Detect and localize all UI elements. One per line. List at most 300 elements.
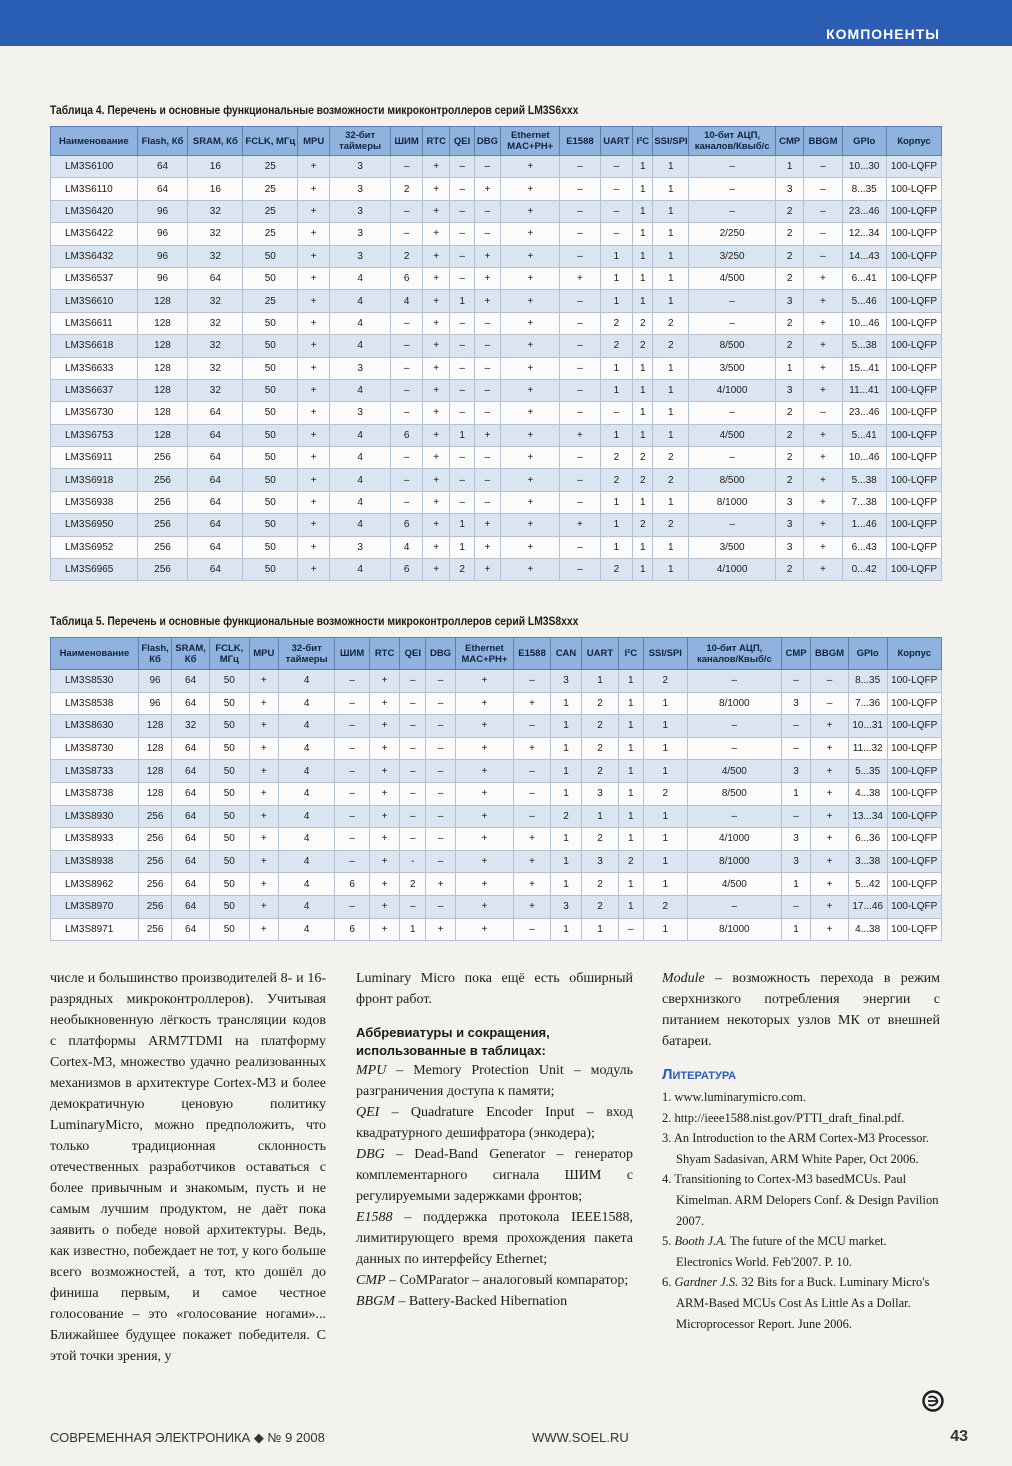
table-cell: 64 xyxy=(188,559,243,581)
table-cell: – xyxy=(514,782,551,805)
table-cell: 50 xyxy=(243,469,298,491)
table-cell: 1 xyxy=(633,357,653,379)
table-cell: + xyxy=(474,267,500,289)
table-cell: 1 xyxy=(600,290,633,312)
table-cell: 3 xyxy=(329,357,390,379)
table-cell: – xyxy=(689,290,776,312)
table-cell: 96 xyxy=(137,200,188,222)
table-cell: 64 xyxy=(188,267,243,289)
table-cell: 2 xyxy=(582,760,619,783)
table-cell: – xyxy=(400,692,426,715)
table-cell: + xyxy=(422,402,449,424)
table-cell: – xyxy=(450,469,474,491)
table-cell: – xyxy=(811,692,849,715)
column-header: DBG xyxy=(474,127,500,156)
table-cell: 1 xyxy=(633,200,653,222)
table-cell: – xyxy=(335,850,370,873)
table-cell: + xyxy=(501,514,560,536)
table-cell: 2 xyxy=(775,312,804,334)
table-cell: 1 xyxy=(653,290,689,312)
table-cell: 4 xyxy=(278,782,334,805)
abbr-term: CMP xyxy=(356,1273,386,1288)
table-row xyxy=(51,491,942,513)
abbreviation-item xyxy=(356,1102,633,1144)
table-cell: – xyxy=(426,692,455,715)
table-cell: 50 xyxy=(209,873,249,896)
table-cell: 64 xyxy=(172,782,210,805)
table-cell: 1 xyxy=(653,379,689,401)
table-cell: 0...42 xyxy=(842,559,886,581)
column-header: SRAM, Кб xyxy=(188,127,243,156)
abbr-definition: – Battery-Backed Hibernation xyxy=(394,1294,568,1309)
table-cell: 1 xyxy=(618,873,643,896)
table-cell: + xyxy=(455,918,514,941)
reference-item xyxy=(662,1169,940,1231)
table-cell: LM3S6611 xyxy=(51,312,138,334)
column-header: MPU xyxy=(298,127,330,156)
table-cell: 3 xyxy=(550,670,581,693)
table-cell: 64 xyxy=(172,828,210,851)
table-cell: 7...38 xyxy=(842,491,886,513)
table-row xyxy=(51,290,942,312)
table-cell: + xyxy=(804,536,842,558)
table-cell: 100-LQFP xyxy=(886,469,941,491)
table-cell: 1 xyxy=(618,782,643,805)
table-cell: – xyxy=(391,223,423,245)
table-cell: + xyxy=(422,200,449,222)
table-cell: 2 xyxy=(653,447,689,469)
table-cell: 3/250 xyxy=(689,245,776,267)
table-cell: LM3S8962 xyxy=(51,873,139,896)
table-cell: 1 xyxy=(633,178,653,200)
table-cell: 2 xyxy=(633,514,653,536)
column-header: E1588 xyxy=(560,127,600,156)
table-cell: 2 xyxy=(775,424,804,446)
table-cell: 1 xyxy=(618,715,643,738)
table-cell: + xyxy=(369,737,399,760)
table-cell: 1 xyxy=(550,782,581,805)
table-cell: – xyxy=(689,312,776,334)
table-cell: – xyxy=(804,178,842,200)
table-cell: 8/1000 xyxy=(687,692,781,715)
table-cell: 64 xyxy=(172,918,210,941)
table-cell: 50 xyxy=(243,424,298,446)
table-cell: 4 xyxy=(278,895,334,918)
abbr-term: Module xyxy=(662,971,705,986)
table-cell: 8/1000 xyxy=(687,850,781,873)
table-cell: LM3S8733 xyxy=(51,760,139,783)
table-row xyxy=(51,850,942,873)
table-cell: – xyxy=(474,312,500,334)
table-cell: 16 xyxy=(188,178,243,200)
table-cell: + xyxy=(298,379,330,401)
table-cell: – xyxy=(689,514,776,536)
table-cell: LM3S8730 xyxy=(51,737,139,760)
table-cell: 6 xyxy=(391,559,423,581)
table-cell: + xyxy=(474,245,500,267)
table-row xyxy=(51,245,942,267)
table-cell: 3 xyxy=(329,402,390,424)
table-cell: – xyxy=(335,692,370,715)
table-cell: 2 xyxy=(600,335,633,357)
table-row xyxy=(51,760,942,783)
table-cell: 3 xyxy=(775,178,804,200)
table-cell: + xyxy=(804,312,842,334)
table-cell: 100-LQFP xyxy=(886,245,941,267)
table-cell: + xyxy=(369,760,399,783)
table-cell: 100-LQFP xyxy=(887,918,942,941)
table-cell: – xyxy=(450,245,474,267)
table-cell: 100-LQFP xyxy=(886,335,941,357)
table-cell: – xyxy=(450,267,474,289)
table-cell: 2 xyxy=(582,737,619,760)
reference-number: 2. xyxy=(662,1110,672,1125)
table-cell: 1 xyxy=(653,223,689,245)
table-row xyxy=(51,424,942,446)
table-cell: 1 xyxy=(653,491,689,513)
table-cell: 25 xyxy=(243,290,298,312)
table-cell: – xyxy=(450,491,474,513)
abbreviation-item xyxy=(356,1291,633,1312)
table-cell: 100-LQFP xyxy=(886,156,941,178)
table-cell: 1 xyxy=(653,200,689,222)
reference-text: Transitioning to Cortex-M3 basedMCUs. Paul Kimelman. ARM Delopers Conf. & Design Pavilion 2007. xyxy=(674,1172,939,1228)
table-cell: 256 xyxy=(137,469,188,491)
table-cell: 100-LQFP xyxy=(886,402,941,424)
table-cell: LM3S8530 xyxy=(51,670,139,693)
table-cell: – xyxy=(400,670,426,693)
table-cell: – xyxy=(391,357,423,379)
column-header: 32-бит таймеры xyxy=(278,638,334,670)
abbreviations-heading: Аббревиатуры и сокращения, использованные в таблицах: xyxy=(356,1025,550,1058)
table-cell: + xyxy=(422,379,449,401)
table-cell: – xyxy=(689,156,776,178)
table-cell: 1 xyxy=(653,156,689,178)
table-cell: 128 xyxy=(137,402,188,424)
table-cell: 50 xyxy=(209,850,249,873)
table-cell: 1 xyxy=(450,536,474,558)
column-header: RTC xyxy=(369,638,399,670)
table-cell: + xyxy=(249,782,278,805)
table-cell: 4 xyxy=(329,491,390,513)
table-cell: – xyxy=(560,200,600,222)
table-cell: 100-LQFP xyxy=(887,737,942,760)
table-cell: 1...46 xyxy=(842,514,886,536)
table-cell: + xyxy=(298,335,330,357)
table-cell: LM3S6918 xyxy=(51,469,138,491)
table-cell: 3 xyxy=(329,178,390,200)
table-cell: + xyxy=(422,559,449,581)
table-cell: – xyxy=(618,918,643,941)
table-cell: + xyxy=(811,850,849,873)
table5 xyxy=(50,637,942,941)
table-cell: 100-LQFP xyxy=(886,312,941,334)
table-cell: 50 xyxy=(209,715,249,738)
table-cell: LM3S8930 xyxy=(51,805,139,828)
table-cell: 1 xyxy=(633,223,653,245)
table-cell: 23...46 xyxy=(842,200,886,222)
section-title: КОМПОНЕНТЫ xyxy=(826,26,940,42)
table-cell: + xyxy=(422,290,449,312)
table-cell: + xyxy=(455,760,514,783)
table-cell: LM3S8630 xyxy=(51,715,139,738)
table-cell: 1 xyxy=(781,873,810,896)
table-cell: – xyxy=(400,805,426,828)
table-cell: 4/1000 xyxy=(687,828,781,851)
column-header: FCLK, МГц xyxy=(243,127,298,156)
table-row xyxy=(51,178,942,200)
table-cell: 4/1000 xyxy=(689,559,776,581)
reference-number: 4. xyxy=(662,1172,672,1187)
table-cell: 64 xyxy=(188,536,243,558)
table-cell: 4 xyxy=(329,267,390,289)
table-cell: + xyxy=(811,715,849,738)
table-cell: – xyxy=(514,805,551,828)
table-cell: 8/1000 xyxy=(689,491,776,513)
table-cell: 8...35 xyxy=(842,178,886,200)
table-cell: 2 xyxy=(775,200,804,222)
table-cell: + xyxy=(811,737,849,760)
table-cell: 4 xyxy=(278,805,334,828)
table-cell: 1 xyxy=(633,267,653,289)
table-cell: 1 xyxy=(618,895,643,918)
table-cell: – xyxy=(450,312,474,334)
table-cell: 100-LQFP xyxy=(887,715,942,738)
table-cell: + xyxy=(422,245,449,267)
table-cell: + xyxy=(474,178,500,200)
table-cell: 3/500 xyxy=(689,357,776,379)
table-cell: – xyxy=(687,805,781,828)
table-cell: 4 xyxy=(278,737,334,760)
table-cell: 100-LQFP xyxy=(886,447,941,469)
table-cell: 128 xyxy=(137,357,188,379)
column-header: UART xyxy=(582,638,619,670)
table-cell: 4 xyxy=(329,424,390,446)
table-cell: 5...41 xyxy=(842,424,886,446)
table-cell: + xyxy=(560,424,600,446)
table-cell: 2 xyxy=(653,514,689,536)
table-cell: 50 xyxy=(243,402,298,424)
table-cell: 50 xyxy=(243,357,298,379)
table-cell: – xyxy=(450,447,474,469)
table-cell: 3/500 xyxy=(689,536,776,558)
table-cell: 8/1000 xyxy=(687,918,781,941)
table-cell: 1 xyxy=(781,918,810,941)
table-cell: – xyxy=(335,895,370,918)
table-cell: 1 xyxy=(550,737,581,760)
table-cell: + xyxy=(422,514,449,536)
table-cell: + xyxy=(422,491,449,513)
table-cell: 2 xyxy=(653,312,689,334)
abbr-definition: – Dead-Band Generator – генератор комплементарного сигнала ШИМ с регулируемыми задержками фронтов; xyxy=(356,1147,633,1204)
module-definition xyxy=(662,968,940,1052)
table-cell: + xyxy=(455,692,514,715)
column-header: QEI xyxy=(450,127,474,156)
table-cell: – xyxy=(560,312,600,334)
table-cell: 1 xyxy=(618,670,643,693)
table-cell: 4 xyxy=(329,290,390,312)
table-cell: + xyxy=(474,559,500,581)
table-cell: 7...36 xyxy=(848,692,887,715)
table-cell: + xyxy=(298,491,330,513)
table-row xyxy=(51,737,942,760)
table-cell: 6 xyxy=(335,918,370,941)
table-cell: 25 xyxy=(243,178,298,200)
table-cell: 4/1000 xyxy=(689,379,776,401)
table-cell: LM3S6753 xyxy=(51,424,138,446)
abbreviations-list xyxy=(356,1060,633,1312)
table-cell: 2 xyxy=(600,559,633,581)
table-cell: 1 xyxy=(582,670,619,693)
table-cell: LM3S6637 xyxy=(51,379,138,401)
table-cell: – xyxy=(781,895,810,918)
table-cell: 96 xyxy=(137,245,188,267)
table-cell: + xyxy=(298,245,330,267)
table-cell: + xyxy=(422,178,449,200)
table-cell: + xyxy=(501,290,560,312)
table-cell: 6 xyxy=(391,267,423,289)
table-cell: – xyxy=(426,828,455,851)
table-cell: – xyxy=(391,491,423,513)
table-cell: + xyxy=(560,514,600,536)
table-cell: 1 xyxy=(653,402,689,424)
abbr-term: E1588 xyxy=(356,1210,393,1225)
column-header: CMP xyxy=(775,127,804,156)
table-cell: 1 xyxy=(653,178,689,200)
table-cell: – xyxy=(687,715,781,738)
table-cell: 50 xyxy=(243,267,298,289)
table-cell: + xyxy=(369,782,399,805)
table-cell: – xyxy=(689,200,776,222)
table-cell: 1 xyxy=(643,760,687,783)
column-header: GPIo xyxy=(848,638,887,670)
table-cell: 1 xyxy=(633,379,653,401)
table-cell: 2 xyxy=(653,469,689,491)
column-header: 32-бит таймеры xyxy=(329,127,390,156)
table-cell: + xyxy=(811,895,849,918)
table-cell: + xyxy=(804,357,842,379)
table-cell: LM3S6950 xyxy=(51,514,138,536)
table-cell: – xyxy=(426,737,455,760)
references-list xyxy=(662,1087,940,1334)
reference-number: 1. xyxy=(662,1090,672,1104)
table-cell: 100-LQFP xyxy=(887,873,942,896)
table-cell: + xyxy=(426,918,455,941)
table-cell: + xyxy=(455,873,514,896)
reference-text: An Introduction to the ARM Cortex-M3 Processor. Shyam Sadasivan, ARM White Paper, Oct 2006. xyxy=(673,1131,930,1166)
table-cell: + xyxy=(249,670,278,693)
reference-item xyxy=(662,1128,940,1169)
table-cell: 32 xyxy=(188,290,243,312)
table-cell: + xyxy=(298,514,330,536)
column-header: Flash, Кб xyxy=(137,127,188,156)
table-cell: 64 xyxy=(137,156,188,178)
table-cell: 256 xyxy=(138,805,171,828)
table-cell: – xyxy=(600,223,633,245)
table-cell: – xyxy=(560,379,600,401)
abbr-definition: – поддержка протокола IEEE1588, лимитирующего время прохождения пакета данных по интерфейсу Ethernet; xyxy=(356,1210,633,1267)
table-cell: 6...36 xyxy=(848,828,887,851)
table-cell: + xyxy=(369,895,399,918)
table-cell: 1 xyxy=(781,782,810,805)
table-cell: – xyxy=(781,670,810,693)
table-cell: + xyxy=(811,828,849,851)
table-cell: 3 xyxy=(775,290,804,312)
table-row xyxy=(51,312,942,334)
table-cell: 1 xyxy=(600,267,633,289)
table-cell: 2 xyxy=(550,805,581,828)
table-row xyxy=(51,782,942,805)
column-header: QEI xyxy=(400,638,426,670)
column-header: Ethernet MAC+PH+ xyxy=(501,127,560,156)
abbr-term: DBG xyxy=(356,1147,385,1162)
table-cell: – xyxy=(560,178,600,200)
table-cell: – xyxy=(689,178,776,200)
table-cell: – xyxy=(687,670,781,693)
table-cell: 50 xyxy=(209,737,249,760)
table-cell: + xyxy=(298,357,330,379)
table-cell: 1 xyxy=(582,805,619,828)
table-cell: 100-LQFP xyxy=(887,828,942,851)
table-cell: 1 xyxy=(643,828,687,851)
table-cell: 1 xyxy=(600,514,633,536)
table-cell: + xyxy=(474,424,500,446)
table-cell: – xyxy=(474,491,500,513)
column-header: Ethernet MAC+PH+ xyxy=(455,638,514,670)
table-cell: 256 xyxy=(137,491,188,513)
table-cell: 32 xyxy=(188,245,243,267)
table-cell: 128 xyxy=(137,424,188,446)
table-row xyxy=(51,200,942,222)
table-cell: 4 xyxy=(278,873,334,896)
table-cell: 128 xyxy=(137,312,188,334)
table-cell: + xyxy=(249,918,278,941)
table-cell: 3 xyxy=(775,491,804,513)
table-cell: LM3S8970 xyxy=(51,895,139,918)
table-cell: 2 xyxy=(618,850,643,873)
table-cell: – xyxy=(391,379,423,401)
table-cell: 25 xyxy=(243,223,298,245)
literature-heading: Литература xyxy=(662,1066,737,1083)
table-cell: 1 xyxy=(618,692,643,715)
table-cell: 256 xyxy=(137,536,188,558)
table-cell: + xyxy=(501,223,560,245)
table-cell: + xyxy=(422,357,449,379)
table-cell: – xyxy=(474,357,500,379)
table-cell: 13...34 xyxy=(848,805,887,828)
table-cell: + xyxy=(298,156,330,178)
table-cell: – xyxy=(426,850,455,873)
table-cell: + xyxy=(249,737,278,760)
body-paragraph: числе и большинство производителей 8- и 16-разрядных микроконтроллеров). Учитывая необыкновенную лёгкость трансляции кодов с платформы ARM7TDMI на платформу Cortex-M3, множество удачно реализованных механизмов в архитектуре Cortex-M3 и более демократичную ценовую политику LuminaryMicro, можно предположить, что только традиционная склонность отечественных разработчиков оставаться с более привычным и знакомым, пусть и не самым лучшим продуктом, не даёт пока заявить о победе новой архитектуры. Ведь, как известно, побеждает не тот, у кого больше всего возможностей, а тот, кто дошёл до финиша первым, и самое честное голосование – это «голосование ногами»... Ближайшее будущее покажет победителя. С этой точки зрения, у xyxy=(50,971,326,1364)
table-cell: + xyxy=(298,178,330,200)
table-row xyxy=(51,873,942,896)
table-cell: + xyxy=(804,469,842,491)
table-cell: 1 xyxy=(653,559,689,581)
table-cell: 2 xyxy=(582,873,619,896)
table-cell: 50 xyxy=(209,692,249,715)
table-cell: + xyxy=(369,670,399,693)
table-cell: 2 xyxy=(582,715,619,738)
table-cell: + xyxy=(514,895,551,918)
table-cell: + xyxy=(811,782,849,805)
table-cell: + xyxy=(501,200,560,222)
table-cell: 1 xyxy=(550,873,581,896)
table-cell: LM3S6110 xyxy=(51,178,138,200)
column-header: BBGM xyxy=(804,127,842,156)
table-cell: 2 xyxy=(775,447,804,469)
table-cell: LM3S8933 xyxy=(51,828,139,851)
